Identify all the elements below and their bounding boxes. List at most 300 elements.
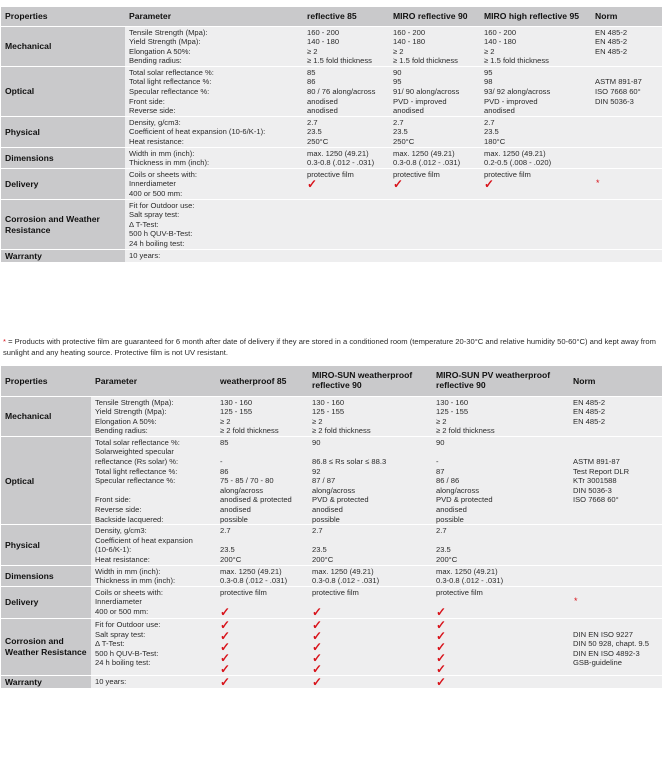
param: Coefficient of heat expansion (10-6/K-1):: [129, 127, 266, 137]
value: [312, 536, 428, 546]
value: 140 - 180: [307, 37, 340, 47]
norm: [573, 447, 658, 457]
values-product-1: [303, 168, 389, 199]
norm-values: [591, 26, 662, 66]
value: 95: [393, 77, 402, 87]
group-warranty: Warranty: [1, 249, 125, 262]
param: Coils or sheets with:: [129, 169, 197, 179]
value: anodised: [393, 106, 424, 116]
value: 95: [484, 67, 493, 77]
values-product-1: [303, 199, 389, 249]
value: 200°C: [220, 555, 242, 564]
params: [125, 26, 303, 66]
values-product-2: [308, 436, 432, 524]
value: ≥ 2: [393, 46, 404, 56]
norm-values: [569, 396, 662, 436]
header-parameter: Parameter: [125, 7, 303, 26]
values-product-3: [480, 26, 591, 66]
param: Elongation A 50%:: [95, 416, 157, 426]
value: 130 - 160: [436, 397, 469, 407]
group-delivery: Delivery: [1, 168, 125, 199]
norm-values: [591, 66, 662, 116]
value: ≥ 1.5 fold thickness: [393, 56, 458, 66]
norm: [573, 426, 658, 436]
norm-values: [569, 525, 662, 565]
checkmark-icon: ✓: [436, 604, 447, 619]
norm: [573, 438, 658, 448]
norm: EN 485-2: [595, 27, 628, 37]
value: 125 - 155: [436, 407, 469, 417]
header-product-3: MIRO high reflective 95: [480, 7, 591, 26]
param: Fit for Outdoor use:: [95, 619, 161, 629]
value: 93/ 92 along/across: [484, 87, 551, 97]
norm: EN 485-2: [573, 416, 606, 426]
norm: EN 485-2: [573, 397, 606, 407]
table-row: [1, 116, 662, 147]
empty-cell: [591, 249, 662, 262]
value: anodised: [312, 505, 343, 515]
norm: GSB-guideline: [573, 658, 622, 668]
group-physical: Physical: [1, 525, 91, 565]
value: anodised: [307, 106, 338, 116]
value: -: [220, 457, 223, 467]
param: Elongation A 50%:: [129, 46, 191, 56]
header-properties: Properties: [1, 7, 125, 26]
value: 90: [312, 437, 321, 447]
values-product-1: [216, 586, 308, 618]
value: 23.5: [436, 545, 451, 555]
value: along/across: [312, 485, 356, 495]
param: Salt spray test:: [129, 210, 180, 220]
checkmark-icon: ✓: [436, 628, 447, 643]
norm: ISO 7668 60°: [595, 87, 641, 97]
params: [91, 396, 216, 436]
value: max. 1250 (49.21): [307, 148, 369, 158]
param: (10-6/K-1):: [95, 545, 132, 555]
norm: Test Report DLR: [573, 466, 630, 476]
norm: DIN EN ISO 9227: [573, 629, 633, 639]
norm: DIN 50 928, chapt. 9.5: [573, 639, 649, 649]
values-product-2: [389, 199, 480, 249]
value: protective film: [436, 587, 483, 597]
value: 80 / 76 along/across: [307, 87, 376, 97]
value: protective film: [393, 169, 440, 179]
header-parameter: Parameter: [91, 366, 216, 396]
value: max. 1250 (49.21): [436, 566, 498, 576]
value: 85: [307, 67, 316, 77]
value: ≥ 2: [484, 46, 495, 56]
value: ≥ 1.5 fold thickness: [484, 56, 549, 66]
value: 91/ 90 along/across: [393, 87, 460, 97]
values-product-2: [308, 618, 432, 675]
value: 87: [436, 466, 445, 476]
param: Front side:: [95, 495, 131, 505]
param: Reverse side:: [95, 505, 142, 515]
value: along/across: [220, 485, 264, 495]
value: 23.5: [307, 127, 322, 137]
param: Density, g/cm3:: [95, 526, 147, 536]
table-row: [1, 396, 662, 436]
value: 140 - 180: [484, 37, 517, 47]
params: [125, 199, 303, 249]
param: 10 years:: [95, 676, 127, 686]
group-corrosion: Corrosion and Weather Resistance: [1, 199, 125, 249]
group-physical: Physical: [1, 116, 125, 147]
values-product-3: [432, 565, 569, 586]
group-mechanical: Mechanical: [1, 396, 91, 436]
header-norm: Norm: [591, 7, 662, 26]
value: 87 / 87: [312, 476, 336, 486]
values-product-1: [303, 116, 389, 147]
norm-values: [569, 565, 662, 586]
norm: DIN EN ISO 4892-3: [573, 648, 640, 658]
table-row: [1, 586, 662, 618]
value: 250°C: [307, 137, 329, 147]
value: 23.5: [312, 545, 327, 555]
param: [95, 486, 212, 496]
param: Backside lacquered:: [95, 514, 164, 524]
checkmark-icon: ✓: [220, 674, 231, 689]
table-row: [1, 436, 662, 524]
header-norm: Norm: [569, 366, 662, 396]
norm-values: [569, 586, 662, 618]
norm: ISO 7668 60°: [573, 495, 619, 505]
value: 130 - 160: [312, 397, 345, 407]
checkmark-icon: ✓: [312, 617, 323, 632]
header-properties: Properties: [1, 366, 91, 396]
value: [436, 447, 565, 457]
values-product-2: [389, 147, 480, 168]
properties-table-2: [1, 366, 662, 688]
value: along/across: [436, 485, 480, 495]
values-product-3: [432, 586, 569, 618]
params: [91, 586, 216, 618]
norm-values: [591, 147, 662, 168]
norm-values: [591, 199, 662, 249]
values-product-1: [303, 147, 389, 168]
value: ≥ 2 fold thickness: [220, 426, 279, 436]
checkmark-icon: ✓: [436, 674, 447, 689]
value: PVD & protected: [312, 495, 369, 505]
value: -: [436, 457, 439, 467]
values-product-2: [308, 525, 432, 565]
table-row: [1, 249, 662, 262]
value: protective film: [484, 169, 531, 179]
value: max. 1250 (49.21): [393, 148, 455, 158]
value: ≥ 2: [436, 416, 447, 426]
asterisk-marker: *: [574, 596, 578, 607]
param: Tensile Strength (Mpa):: [129, 27, 208, 37]
values-product-2: [308, 586, 432, 618]
params: [91, 618, 216, 675]
norm-values: [569, 675, 662, 688]
group-delivery: Delivery: [1, 586, 91, 618]
param: Heat resistance:: [129, 137, 184, 147]
checkmark-icon: ✓: [484, 177, 495, 192]
value: [312, 447, 428, 457]
param: Total solar reflectance %:: [129, 67, 214, 77]
value: [220, 447, 304, 457]
norm-values: [569, 436, 662, 524]
footnote-asterisk: *: [3, 337, 6, 346]
checkmark-icon: ✓: [393, 177, 404, 192]
params: [91, 436, 216, 524]
header-product-1: weatherproof 85: [216, 366, 308, 396]
value: 0.2-0.5 (.008 - .020): [484, 158, 552, 168]
table-row: [1, 66, 662, 116]
group-mechanical: Mechanical: [1, 26, 125, 66]
values-product-3: [432, 618, 569, 675]
value: 0.3-0.8 (.012 - .031): [393, 158, 461, 168]
param: Yield Strength (Mpa):: [129, 37, 201, 47]
values-product-2: [308, 396, 432, 436]
param: 24 h boiling test:: [95, 658, 151, 668]
empty-cell: [303, 249, 389, 262]
value: ≥ 2 fold thickness: [436, 426, 495, 436]
param: Coefficient of heat expansion: [95, 535, 193, 545]
value: 160 - 200: [307, 27, 340, 37]
values-product-3: [432, 675, 569, 688]
value: 98: [484, 77, 493, 87]
param: 400 or 500 mm:: [95, 606, 149, 616]
norm: [573, 505, 658, 515]
checkmark-icon: ✓: [436, 639, 447, 654]
value: 0.3-0.8 (.012 - .031): [307, 158, 375, 168]
header-product-2: MIRO-SUN weatherproof reflective 90: [308, 366, 432, 396]
param: Innerdiameter: [129, 179, 176, 189]
table-row: [1, 618, 662, 675]
value: 200°C: [436, 555, 458, 564]
values-product-2: [389, 66, 480, 116]
param: Front side:: [129, 96, 165, 106]
value: protective film: [312, 587, 359, 597]
value: 125 - 155: [312, 407, 345, 417]
values-product-3: [480, 168, 591, 199]
asterisk-marker: *: [596, 178, 600, 189]
value: possible: [436, 514, 464, 524]
param: Specular reflectance %:: [129, 87, 210, 97]
value: anodised: [307, 96, 338, 106]
value: 2.7: [220, 526, 231, 536]
table-row: [1, 199, 662, 249]
params: [125, 249, 303, 262]
norm: [573, 620, 658, 630]
value: ≥ 2: [312, 416, 323, 426]
param: 500 h QUV-B-Test:: [129, 229, 193, 239]
table-header-row: [1, 7, 662, 26]
properties-table-1: [1, 7, 662, 262]
param: Innerdiameter: [95, 597, 142, 607]
norm-values: [591, 168, 662, 199]
value: 86.8 ≤ Rs solar ≤ 88.3: [312, 457, 387, 467]
value: 86: [307, 77, 316, 87]
value: 75 - 85 / 70 - 80: [220, 476, 274, 486]
param: Total light reflectance %:: [95, 466, 178, 476]
checkmark-icon: ✓: [312, 628, 323, 643]
table-row: [1, 525, 662, 565]
checkmark-icon: ✓: [312, 674, 323, 689]
value: ≥ 2 fold thickness: [312, 426, 371, 436]
value: 2.7: [312, 526, 323, 536]
value: protective film: [307, 169, 354, 179]
value: 23.5: [220, 545, 235, 555]
value: 160 - 200: [484, 27, 517, 37]
value: ≥ 2: [220, 416, 231, 426]
value: ≥ 1.5 fold thickness: [307, 56, 372, 66]
param: reflectance (Rs solar) %:: [95, 457, 179, 467]
values-product-3: [480, 66, 591, 116]
values-product-3: [480, 199, 591, 249]
value: max. 1250 (49.21): [484, 148, 546, 158]
param: Thickness in mm (inch):: [95, 576, 176, 586]
values-product-2: [389, 116, 480, 147]
values-product-1: [303, 66, 389, 116]
value: 85: [220, 437, 229, 447]
value: 0.3-0.8 (.012 - .031): [436, 576, 504, 586]
param: Width in mm (inch):: [95, 566, 161, 576]
table-row: [1, 168, 662, 199]
norm: [573, 515, 658, 525]
value: 125 - 155: [220, 407, 253, 417]
norm: [595, 68, 658, 78]
group-dimensions: Dimensions: [1, 565, 91, 586]
param: 500 h QUV-B-Test:: [95, 648, 159, 658]
values-product-2: [389, 168, 480, 199]
values-product-3: [432, 436, 569, 524]
checkmark-icon: ✓: [436, 617, 447, 632]
value: 23.5: [484, 127, 499, 137]
param: Solarweighted specular: [95, 447, 174, 457]
param: Δ T-Test:: [95, 639, 125, 649]
param: Heat resistance:: [95, 555, 150, 564]
value: 2.7: [436, 526, 447, 536]
param: Bending radius:: [129, 56, 182, 66]
value: PVD & protected: [436, 495, 493, 505]
value: max. 1250 (49.21): [220, 566, 282, 576]
value: [220, 536, 304, 546]
values-product-3: [432, 525, 569, 565]
params: [91, 565, 216, 586]
params: [125, 66, 303, 116]
norm: DIN 5036-3: [595, 96, 634, 106]
params: [91, 675, 216, 688]
checkmark-icon: ✓: [220, 604, 231, 619]
header-product-1: reflective 85: [303, 7, 389, 26]
params: [125, 168, 303, 199]
checkmark-icon: ✓: [312, 650, 323, 665]
param: 24 h boiling test:: [129, 238, 185, 248]
value: 92: [312, 466, 321, 476]
norm: [595, 106, 658, 116]
value: anodised & protected: [220, 495, 292, 505]
value: anodised: [484, 106, 515, 116]
param: 10 years:: [129, 250, 161, 260]
value: PVD - improved: [484, 96, 538, 106]
values-product-2: [389, 26, 480, 66]
value: 2.7: [393, 117, 404, 127]
param: Salt spray test:: [95, 629, 146, 639]
value: 86: [220, 466, 229, 476]
table-row: [1, 147, 662, 168]
param: Tensile Strength (Mpa):: [95, 397, 174, 407]
values-product-1: [216, 396, 308, 436]
checkmark-icon: ✓: [220, 617, 231, 632]
checkmark-icon: ✓: [436, 650, 447, 665]
checkmark-icon: ✓: [307, 177, 318, 192]
value: 0.3-0.8 (.012 - .031): [312, 576, 380, 586]
norm: EN 485-2: [595, 37, 628, 47]
value: max. 1250 (49.21): [312, 566, 374, 576]
value: possible: [220, 514, 248, 524]
checkmark-icon: ✓: [312, 661, 323, 676]
value: 0.3-0.8 (.012 - .031): [220, 576, 288, 586]
norm: KTr 3001588: [573, 476, 617, 486]
params: [125, 116, 303, 147]
value: anodised: [220, 505, 251, 515]
value: protective film: [220, 587, 267, 597]
empty-cell: [480, 249, 591, 262]
norm: EN 485-2: [573, 407, 606, 417]
param: Coils or sheets with:: [95, 587, 163, 597]
footnote: [3, 337, 658, 358]
checkmark-icon: ✓: [220, 628, 231, 643]
value: 130 - 160: [220, 397, 253, 407]
checkmark-icon: ✓: [436, 661, 447, 676]
checkmark-icon: ✓: [220, 650, 231, 665]
values-product-2: [308, 565, 432, 586]
value: anodised: [436, 505, 467, 515]
table-row: [1, 565, 662, 586]
params: [125, 147, 303, 168]
params: [91, 525, 216, 565]
checkmark-icon: ✓: [220, 639, 231, 654]
param: Total solar reflectance %:: [95, 437, 180, 447]
norm: DIN 5036-3: [573, 485, 612, 495]
group-dimensions: Dimensions: [1, 147, 125, 168]
param: Total light reflectance %:: [129, 77, 212, 87]
table-header-row: [1, 366, 662, 396]
values-product-1: [216, 436, 308, 524]
group-warranty: Warranty: [1, 675, 91, 688]
value: 90: [436, 437, 445, 447]
value: 200°C: [312, 555, 334, 564]
empty-cell: [389, 249, 480, 262]
param: Yield Strength (Mpa):: [95, 407, 167, 417]
param: Specular reflectance %:: [95, 476, 176, 486]
values-product-1: [216, 675, 308, 688]
group-optical: Optical: [1, 66, 125, 116]
norm-values: [591, 116, 662, 147]
values-product-1: [216, 565, 308, 586]
table-row: [1, 26, 662, 66]
group-optical: Optical: [1, 436, 91, 524]
group-corrosion: Corrosion and Weather Resistance: [1, 618, 91, 675]
values-product-1: [216, 618, 308, 675]
norm-values: [569, 618, 662, 675]
param: Width in mm (inch):: [129, 148, 195, 158]
footnote-text: = Products with protective film are guaranteed for 6 month after date of delivery if they are stored in a conditioned room (temperature 20-30°C and relative humidity 50-60°C) and kept away from sunlight and any heating source. Protective film is not UV resistant.: [3, 337, 656, 357]
value: ≥ 2: [307, 46, 318, 56]
value: 160 - 200: [393, 27, 426, 37]
value: 23.5: [393, 127, 408, 137]
values-product-1: [303, 26, 389, 66]
param: Reverse side:: [129, 106, 176, 116]
value: possible: [312, 514, 340, 524]
header-product-2: MIRO reflective 90: [389, 7, 480, 26]
table-row: [1, 675, 662, 688]
value: 180°C: [484, 137, 506, 147]
param: Δ T-Test:: [129, 219, 159, 229]
